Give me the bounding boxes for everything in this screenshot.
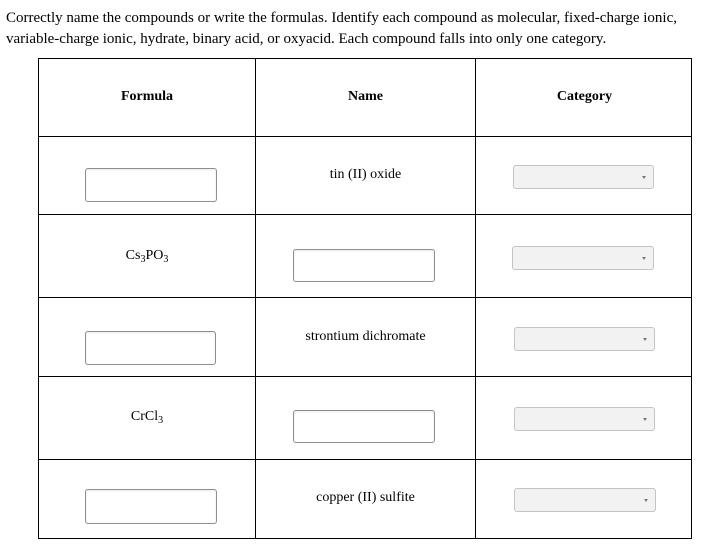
chevron-down-icon [644, 499, 648, 502]
formula-input-row3[interactable] [85, 331, 216, 365]
header-name: Name [348, 89, 383, 104]
compound-name-row5: copper (II) sulfite [316, 490, 415, 505]
row-divider [39, 136, 691, 137]
chevron-down-icon [642, 257, 646, 260]
column-divider [255, 59, 256, 538]
compound-name-row3: strontium dichromate [305, 329, 426, 344]
name-input-row2[interactable] [293, 249, 435, 282]
category-select-row1[interactable] [513, 165, 654, 189]
name-input-row4[interactable] [293, 410, 435, 443]
formula-text-row4: CrCl$_3$ [130, 409, 164, 426]
header-formula: Formula [120, 89, 174, 104]
formula-input-row5[interactable] [85, 489, 217, 524]
category-select-row2[interactable] [512, 246, 654, 270]
compound-name-row1: tin (II) oxide [329, 167, 402, 182]
chevron-down-icon [643, 418, 647, 421]
formula-input-row1[interactable] [85, 168, 217, 202]
category-select-row5[interactable] [514, 488, 656, 512]
row-divider [39, 459, 691, 460]
compounds-table [38, 58, 692, 539]
category-select-row3[interactable] [514, 327, 655, 351]
column-divider [475, 59, 476, 538]
category-select-row4[interactable] [514, 407, 655, 431]
header-category: Category [556, 89, 613, 104]
row-divider [39, 214, 691, 215]
instructions-text: Correctly name the compounds or write the formulas. Identify each compound as molecular, fixed-charge ionic, variable-charge ionic, hydrate, binary acid, or oxyacid. Each compound falls into only one category. [6, 10, 677, 47]
chevron-down-icon [642, 176, 646, 179]
row-divider [39, 297, 691, 298]
row-divider [39, 376, 691, 377]
formula-text-row2: $Cs_3PO_3$ [125, 248, 169, 265]
chevron-down-icon [643, 338, 647, 341]
